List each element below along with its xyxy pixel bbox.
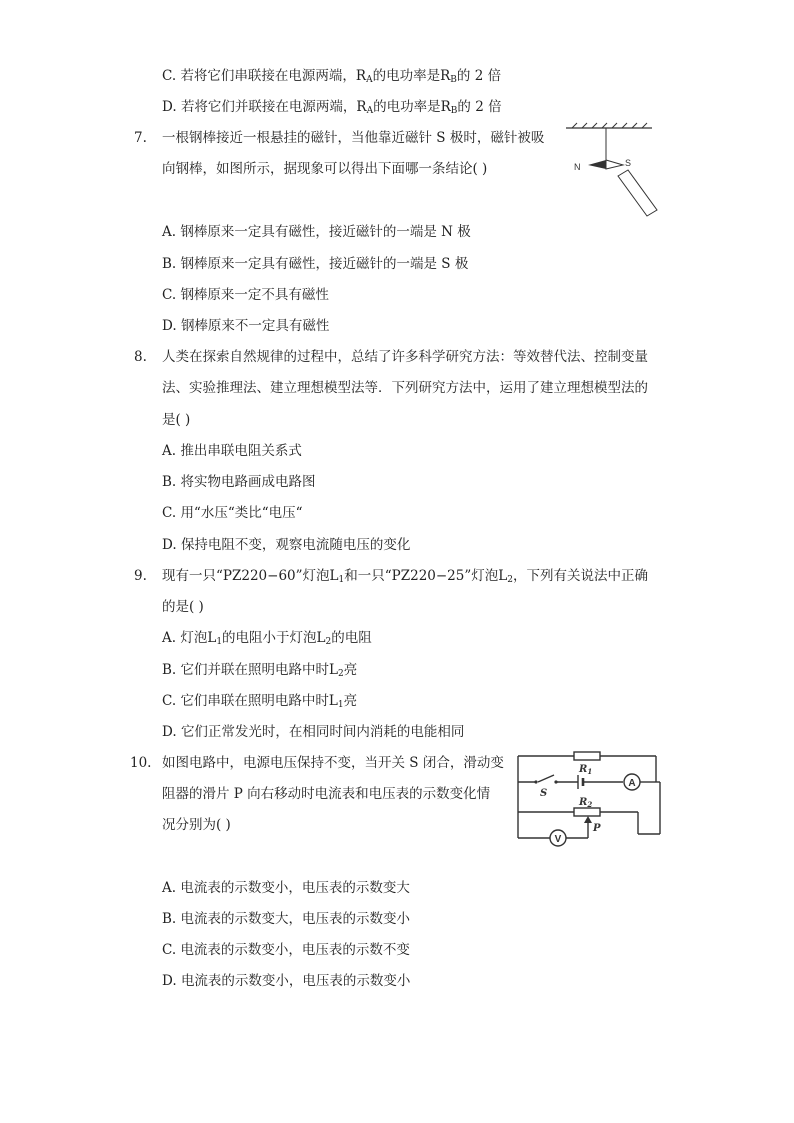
switch-blade <box>538 775 554 782</box>
q10-stem-line1: 如图电路中，电源电压保持不变，当开关 S 闭合，滑动变 <box>162 755 504 771</box>
label-n: N <box>574 162 581 172</box>
q10-option-d: D. 电流表的示数变小，电压表的示数变小 <box>162 973 411 989</box>
q7-stem-line1: 一根钢棒接近一根悬挂的磁针，当他靠近磁针 S 极时，磁针被吸 <box>162 130 545 146</box>
slider-arrow-icon <box>584 816 592 823</box>
q8-option-a: A. 推出串联电阻关系式 <box>162 443 302 459</box>
q6-option-d: D. 若将它们并联接在电源两端，$R_A$的电功率是$R_B$的 2 倍 <box>162 99 502 116</box>
q10-number: 10. <box>130 755 152 771</box>
label-voltmeter: V <box>554 834 562 845</box>
steel-rod <box>618 170 657 216</box>
q9-stem-line2: 的是( ) <box>162 599 204 615</box>
label-s: S <box>625 158 632 168</box>
label-s: S <box>540 788 548 799</box>
needle-s-half <box>606 160 623 169</box>
q8-option-d: D. 保持电阻不变，观察电流随电压的变化 <box>162 537 411 553</box>
q8-option-b: B. 将实物电路画成电路图 <box>162 474 316 490</box>
q8-stem-line2: 法、实验推理法、建立理想模型法等．下列研究方法中，运用了建立理想模型法的 <box>162 380 648 396</box>
q7-option-b: B. 钢棒原来一定具有磁性，接近磁针的一端是 S 极 <box>162 256 469 272</box>
label-r1: $R_1$ <box>579 764 593 776</box>
q10-option-c: C. 电流表的示数变小，电压表的示数不变 <box>162 942 410 958</box>
q7-number: 7. <box>134 130 147 146</box>
q9-stem-line1: 现有一只“PZ220−60”灯泡$L_1$和一只“PZ220−25”灯泡$L_2$，下列有关说法中正确 <box>162 568 648 585</box>
q9-option-b: B. 它们并联在照明电路中时$L_2$亮 <box>162 662 358 679</box>
q10-option-a: A. 电流表的示数变小，电压表的示数变大 <box>162 880 410 896</box>
q10-circuit-figure <box>512 746 662 848</box>
q6-option-c: C. 若将它们串联接在电源两端，$R_A$的电功率是$R_B$的 2 倍 <box>162 68 502 85</box>
q9-number: 9. <box>134 568 147 584</box>
rheostat-r2 <box>574 808 600 816</box>
q8-stem-line1: 人类在探索自然规律的过程中，总结了许多科学研究方法：等效替代法、控制变量 <box>162 349 648 365</box>
q7-option-d: D. 钢棒原来不一定具有磁性 <box>162 318 330 334</box>
q8-stem-line3: 是( ) <box>162 412 191 428</box>
q10-stem-line2: 阻器的滑片 P 向右移动时电流表和电压表的示数变化情 <box>162 786 491 802</box>
q7-stem-line2: 向钢棒，如图所示，据现象可以得出下面哪一条结论( ) <box>162 161 488 177</box>
q9-option-d: D. 它们正常发光时，在相同时间内消耗的电能相同 <box>162 724 465 740</box>
q7-magnet-figure <box>560 118 664 220</box>
q7-option-a: A. 钢棒原来一定具有磁性，接近磁针的一端是 N 极 <box>162 224 471 240</box>
label-r2: $R_2$ <box>579 797 593 809</box>
resistor-r1 <box>574 752 600 760</box>
q9-option-c: C. 它们串联在照明电路中时$L_1$亮 <box>162 693 358 710</box>
q7-option-c: C. 钢棒原来一定不具有磁性 <box>162 287 329 303</box>
q8-option-c: C. 用“水压“类比“电压“ <box>162 505 303 521</box>
needle-n-half <box>588 160 606 169</box>
label-p: P <box>593 823 601 834</box>
q10-option-b: B. 电流表的示数变大，电压表的示数变小 <box>162 911 411 927</box>
label-ammeter: A <box>628 778 636 789</box>
q9-option-a: A. 灯泡$L_1$的电阻小于灯泡$L_2$的电阻 <box>162 630 372 647</box>
q8-number: 8. <box>134 349 147 365</box>
q10-stem-line3: 况分别为( ) <box>162 817 231 833</box>
